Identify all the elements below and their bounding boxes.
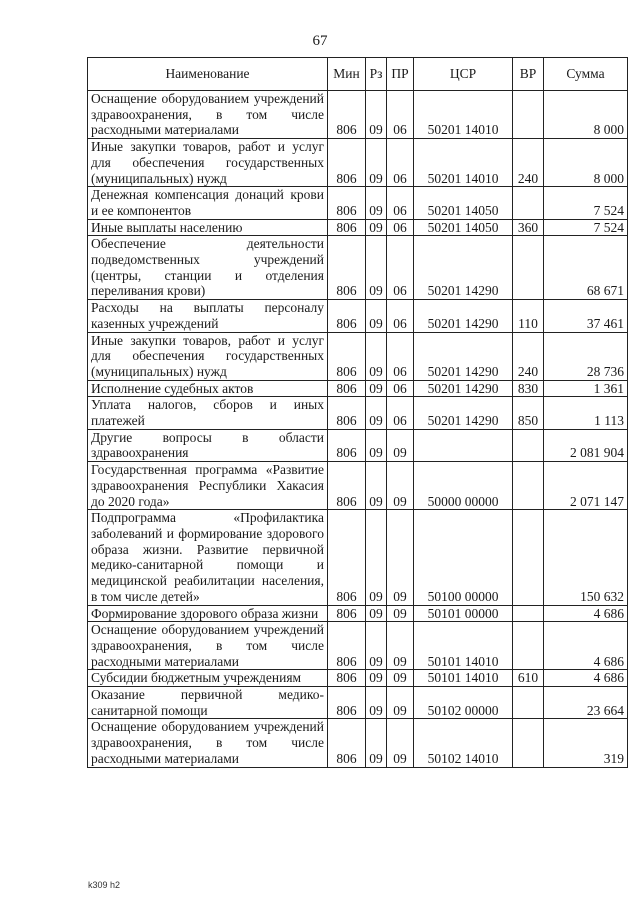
row-rz-cell: 09 [366,300,387,332]
header-vr: ВР [513,58,544,91]
row-pr-cell: 06 [387,91,414,139]
row-csr-cell: 50101 14010 [414,670,513,687]
table-row [88,510,628,605]
row-name-cell: Обеспечение деятельности подведомственных учреждений (центры, станции и отделения переливания крови) [88,236,328,300]
row-name-cell: Оказание первичной медико-санитарной помощи [88,687,328,719]
row-vr-cell [513,429,544,461]
row-rz-cell: 09 [366,332,387,380]
row-sum-cell: 28 736 [544,332,628,380]
row-sum-cell: 4 686 [544,622,628,670]
row-sum-cell: 68 671 [544,236,628,300]
row-pr-cell: 09 [387,687,414,719]
row-csr-cell: 50201 14010 [414,139,513,187]
table-row [88,622,628,670]
row-sum-cell: 319 [544,719,628,767]
row-name-cell: Оснащение оборудованием учреждений здравоохранения, в том числе расходными материалами [88,91,328,139]
row-name-cell: Оснащение оборудованием учреждений здравоохранения, в том числе расходными материалами [88,719,328,767]
table-row [88,91,628,139]
row-vr-cell: 360 [513,219,544,236]
table-row [88,429,628,461]
header-name: Наименование [88,58,328,91]
table-row [88,687,628,719]
row-vr-cell: 240 [513,139,544,187]
row-rz-cell: 09 [366,139,387,187]
row-name-cell: Исполнение судебных актов [88,380,328,397]
row-pr-cell: 06 [387,332,414,380]
footer-code: k309 h2 [88,880,121,890]
table-row [88,380,628,397]
table-header-row [88,58,628,91]
header-csr: ЦСР [414,58,513,91]
table-row [88,670,628,687]
row-csr-cell: 50201 14290 [414,397,513,429]
row-sum-cell: 37 461 [544,300,628,332]
header-min: Мин [328,58,366,91]
row-csr-cell: 50102 14010 [414,719,513,767]
row-rz-cell: 09 [366,622,387,670]
table-row [88,719,628,767]
table-row [88,397,628,429]
row-pr-cell: 06 [387,236,414,300]
row-pr-cell: 06 [387,397,414,429]
row-min-cell: 806 [328,510,366,605]
row-vr-cell: 610 [513,670,544,687]
row-pr-cell: 09 [387,719,414,767]
row-rz-cell: 09 [366,236,387,300]
row-name-cell: Государственная программа «Развитие здравоохранения Республики Хакасия до 2020 года» [88,462,328,510]
row-csr-cell: 50102 00000 [414,687,513,719]
row-rz-cell: 09 [366,187,387,219]
row-min-cell: 806 [328,332,366,380]
row-rz-cell: 09 [366,397,387,429]
row-pr-cell: 06 [387,139,414,187]
row-pr-cell: 09 [387,462,414,510]
row-vr-cell [513,510,544,605]
row-min-cell: 806 [328,622,366,670]
row-sum-cell: 8 000 [544,91,628,139]
table-row [88,187,628,219]
row-pr-cell: 09 [387,622,414,670]
table-row [88,219,628,236]
row-sum-cell: 150 632 [544,510,628,605]
row-sum-cell: 2 081 904 [544,429,628,461]
row-name-cell: Иные выплаты населению [88,219,328,236]
row-name-cell: Уплата налогов, сборов и иных платежей [88,397,328,429]
row-name-cell: Субсидии бюджетным учреждениям [88,670,328,687]
row-vr-cell [513,605,544,622]
row-csr-cell: 50100 00000 [414,510,513,605]
row-rz-cell: 09 [366,510,387,605]
row-min-cell: 806 [328,719,366,767]
row-min-cell: 806 [328,187,366,219]
row-pr-cell: 06 [387,219,414,236]
row-csr-cell: 50201 14290 [414,300,513,332]
row-csr-cell: 50201 14050 [414,219,513,236]
row-rz-cell: 09 [366,670,387,687]
row-sum-cell: 2 071 147 [544,462,628,510]
row-name-cell: Иные закупки товаров, работ и услуг для обеспечения государственных (муниципальных) нужд [88,332,328,380]
row-sum-cell: 4 686 [544,670,628,687]
row-name-cell: Подпрограмма «Профилактика заболеваний и формирование здорового образа жизни. Развитие первичной медико-санитарной помощи и медицинской реабилитации населения, в том числе детей» [88,510,328,605]
header-sum: Сумма [544,58,628,91]
row-rz-cell: 09 [366,605,387,622]
row-rz-cell: 09 [366,462,387,510]
row-vr-cell [513,687,544,719]
row-min-cell: 806 [328,462,366,510]
row-vr-cell [513,91,544,139]
row-name-cell: Оснащение оборудованием учреждений здравоохранения, в том числе расходными материалами [88,622,328,670]
row-csr-cell: 50101 00000 [414,605,513,622]
row-rz-cell: 09 [366,719,387,767]
row-min-cell: 806 [328,139,366,187]
row-name-cell: Денежная компенсация донаций крови и ее компонентов [88,187,328,219]
row-csr-cell: 50201 14010 [414,91,513,139]
row-rz-cell: 09 [366,380,387,397]
row-csr-cell [414,429,513,461]
row-sum-cell: 4 686 [544,605,628,622]
row-pr-cell: 09 [387,510,414,605]
row-sum-cell: 23 664 [544,687,628,719]
table-row [88,605,628,622]
row-pr-cell: 09 [387,605,414,622]
row-vr-cell: 110 [513,300,544,332]
table-row [88,300,628,332]
row-vr-cell: 830 [513,380,544,397]
row-sum-cell: 8 000 [544,139,628,187]
table-row [88,462,628,510]
row-rz-cell: 09 [366,219,387,236]
row-pr-cell: 09 [387,429,414,461]
row-pr-cell: 09 [387,670,414,687]
row-sum-cell: 1 361 [544,380,628,397]
row-csr-cell: 50000 00000 [414,462,513,510]
row-vr-cell [513,236,544,300]
row-pr-cell: 06 [387,380,414,397]
row-pr-cell: 06 [387,187,414,219]
page-number: 67 [312,33,328,49]
budget-table [87,57,628,768]
row-vr-cell [513,187,544,219]
row-min-cell: 806 [328,219,366,236]
row-sum-cell: 7 524 [544,219,628,236]
row-vr-cell [513,719,544,767]
row-min-cell: 806 [328,605,366,622]
row-min-cell: 806 [328,429,366,461]
row-pr-cell: 06 [387,300,414,332]
row-min-cell: 806 [328,687,366,719]
row-min-cell: 806 [328,91,366,139]
row-rz-cell: 09 [366,429,387,461]
row-min-cell: 806 [328,397,366,429]
row-rz-cell: 09 [366,91,387,139]
row-csr-cell: 50101 14010 [414,622,513,670]
table-row [88,139,628,187]
row-min-cell: 806 [328,670,366,687]
row-name-cell: Формирование здорового образа жизни [88,605,328,622]
row-csr-cell: 50201 14290 [414,380,513,397]
row-name-cell: Другие вопросы в области здравоохранения [88,429,328,461]
row-vr-cell [513,622,544,670]
row-rz-cell: 09 [366,687,387,719]
row-min-cell: 806 [328,380,366,397]
row-vr-cell: 240 [513,332,544,380]
row-vr-cell [513,462,544,510]
table-row [88,236,628,300]
row-csr-cell: 50201 14290 [414,332,513,380]
row-sum-cell: 7 524 [544,187,628,219]
row-vr-cell: 850 [513,397,544,429]
row-sum-cell: 1 113 [544,397,628,429]
table-row [88,332,628,380]
row-name-cell: Иные закупки товаров, работ и услуг для обеспечения государственных (муниципальных) нужд [88,139,328,187]
header-rz: Рз [366,58,387,91]
row-name-cell: Расходы на выплаты персоналу казенных учреждений [88,300,328,332]
row-min-cell: 806 [328,236,366,300]
row-min-cell: 806 [328,300,366,332]
row-csr-cell: 50201 14050 [414,187,513,219]
header-pr: ПР [387,58,414,91]
row-csr-cell: 50201 14290 [414,236,513,300]
